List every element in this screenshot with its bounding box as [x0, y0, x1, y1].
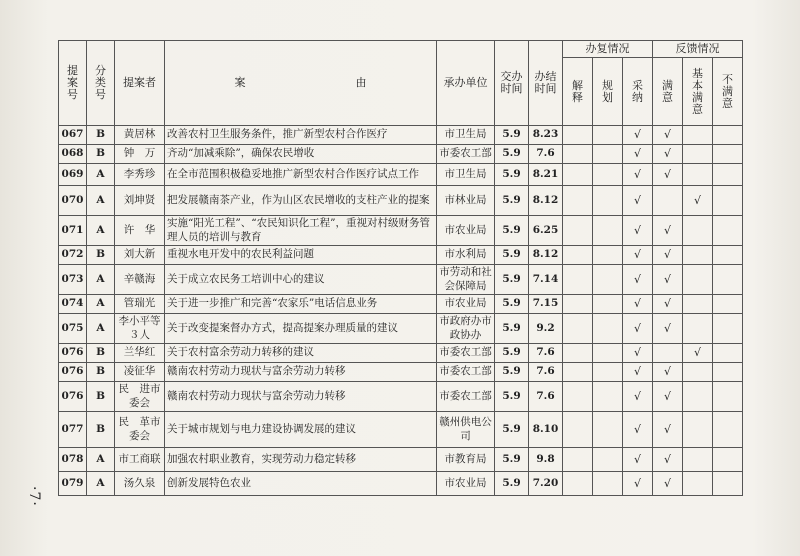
row-proposer: 黄居林 — [115, 126, 165, 145]
row-proposer: 刘大新 — [115, 246, 165, 265]
row-check-2: √ — [623, 363, 653, 382]
row-id: 073 — [59, 265, 87, 295]
row-category: B — [87, 344, 115, 363]
row-check-5 — [713, 265, 743, 295]
row-check-3: √ — [653, 448, 683, 472]
header-fb-unsatisfied: 不满意 — [713, 58, 743, 126]
row-check-1 — [593, 186, 623, 216]
row-handed: 5.9 — [495, 246, 529, 265]
row-category: B — [87, 363, 115, 382]
table-row — [59, 216, 743, 246]
row-check-2: √ — [623, 412, 653, 448]
row-unit: 市农业局 — [437, 295, 495, 314]
header-reply-explain: 解释 — [563, 58, 593, 126]
row-handed: 5.9 — [495, 363, 529, 382]
row-check-4 — [683, 412, 713, 448]
row-unit: 市卫生局 — [437, 164, 495, 186]
row-done: 7.6 — [529, 344, 563, 363]
row-id: 076 — [59, 344, 87, 363]
row-case: 赣南农村劳动力现状与富余劳动力转移 — [165, 382, 437, 412]
row-check-4 — [683, 265, 713, 295]
row-case: 关于改变提案督办方式，提高提案办理质量的建议 — [165, 314, 437, 344]
row-handed: 5.9 — [495, 382, 529, 412]
row-category: B — [87, 412, 115, 448]
row-case: 赣南农村劳动力现状与富余劳动力转移 — [165, 363, 437, 382]
row-proposer: 李秀珍 — [115, 164, 165, 186]
row-category: A — [87, 472, 115, 496]
table-row — [59, 472, 743, 496]
row-check-0 — [563, 216, 593, 246]
table-row — [59, 448, 743, 472]
table-row — [59, 186, 743, 216]
row-check-2: √ — [623, 382, 653, 412]
row-proposer: 兰华红 — [115, 344, 165, 363]
row-check-5 — [713, 314, 743, 344]
table-row — [59, 344, 743, 363]
row-category: B — [87, 246, 115, 265]
row-check-5 — [713, 186, 743, 216]
row-check-3: √ — [653, 126, 683, 145]
row-id: 071 — [59, 216, 87, 246]
header-reply-adopt: 采纳 — [623, 58, 653, 126]
table-row — [59, 382, 743, 412]
row-unit: 市农业局 — [437, 216, 495, 246]
row-category: A — [87, 216, 115, 246]
row-check-0 — [563, 164, 593, 186]
row-check-0 — [563, 126, 593, 145]
row-unit: 市委农工部 — [437, 363, 495, 382]
row-check-3: √ — [653, 295, 683, 314]
row-check-5 — [713, 145, 743, 164]
table-row — [59, 145, 743, 164]
row-category: A — [87, 448, 115, 472]
row-check-1 — [593, 246, 623, 265]
row-unit: 市委农工部 — [437, 145, 495, 164]
row-check-0 — [563, 246, 593, 265]
row-check-5 — [713, 344, 743, 363]
row-check-3: √ — [653, 246, 683, 265]
row-unit: 市劳动和社会保障局 — [437, 265, 495, 295]
row-check-4 — [683, 314, 713, 344]
row-proposer: 民 革市委会 — [115, 412, 165, 448]
row-check-3: √ — [653, 265, 683, 295]
row-id: 068 — [59, 145, 87, 164]
row-id: 076 — [59, 363, 87, 382]
row-done: 6.25 — [529, 216, 563, 246]
row-done: 8.21 — [529, 164, 563, 186]
row-check-1 — [593, 265, 623, 295]
row-proposer: 市工商联 — [115, 448, 165, 472]
header-unit: 承办单位 — [437, 41, 495, 126]
header-handed: 交办时间 — [495, 41, 529, 126]
table-row — [59, 363, 743, 382]
row-check-0 — [563, 363, 593, 382]
row-check-2: √ — [623, 472, 653, 496]
row-check-1 — [593, 126, 623, 145]
row-check-5 — [713, 363, 743, 382]
row-category: A — [87, 265, 115, 295]
row-check-4 — [683, 382, 713, 412]
row-proposer: 管瑞光 — [115, 295, 165, 314]
row-check-0 — [563, 412, 593, 448]
row-done: 7.6 — [529, 363, 563, 382]
row-check-2: √ — [623, 145, 653, 164]
table-row — [59, 164, 743, 186]
row-proposer: 民 进市委会 — [115, 382, 165, 412]
header-done: 办结时间 — [529, 41, 563, 126]
row-done: 8.23 — [529, 126, 563, 145]
row-handed: 5.9 — [495, 145, 529, 164]
row-check-3 — [653, 186, 683, 216]
header-fb-satisfied: 满意 — [653, 58, 683, 126]
row-check-4 — [683, 363, 713, 382]
row-case: 关于成立农民务工培训中心的建议 — [165, 265, 437, 295]
row-proposer: 许 华 — [115, 216, 165, 246]
row-check-3: √ — [653, 382, 683, 412]
row-check-1 — [593, 448, 623, 472]
row-unit: 市林业局 — [437, 186, 495, 216]
row-handed: 5.9 — [495, 472, 529, 496]
row-unit: 赣州供电公司 — [437, 412, 495, 448]
row-check-5 — [713, 412, 743, 448]
row-handed: 5.9 — [495, 295, 529, 314]
row-category: B — [87, 145, 115, 164]
row-check-2: √ — [623, 448, 653, 472]
row-unit: 市教育局 — [437, 448, 495, 472]
row-case: 改善农村卫生服务条件，推广新型农村合作医疗 — [165, 126, 437, 145]
row-case: 关于农村富余劳动力转移的建议 — [165, 344, 437, 363]
row-check-5 — [713, 295, 743, 314]
row-category: A — [87, 314, 115, 344]
table-row — [59, 314, 743, 344]
row-check-0 — [563, 314, 593, 344]
row-case: 齐动“加减乘除”，确保农民增收 — [165, 145, 437, 164]
header-id: 提案号 — [59, 41, 87, 126]
row-check-2: √ — [623, 314, 653, 344]
table-row — [59, 412, 743, 448]
row-check-0 — [563, 472, 593, 496]
header-reply-plan: 规划 — [593, 58, 623, 126]
row-done: 8.10 — [529, 412, 563, 448]
row-check-4 — [683, 145, 713, 164]
row-id: 079 — [59, 472, 87, 496]
row-check-0 — [563, 186, 593, 216]
row-handed: 5.9 — [495, 186, 529, 216]
row-check-2: √ — [623, 164, 653, 186]
row-done: 7.6 — [529, 382, 563, 412]
row-check-2: √ — [623, 265, 653, 295]
row-check-1 — [593, 314, 623, 344]
row-id: 067 — [59, 126, 87, 145]
row-check-4 — [683, 448, 713, 472]
row-check-2: √ — [623, 216, 653, 246]
row-check-3: √ — [653, 216, 683, 246]
row-case: 重视水电开发中的农民利益问题 — [165, 246, 437, 265]
row-check-4 — [683, 295, 713, 314]
row-done: 7.15 — [529, 295, 563, 314]
row-handed: 5.9 — [495, 164, 529, 186]
row-check-4 — [683, 164, 713, 186]
row-id: 075 — [59, 314, 87, 344]
row-id: 069 — [59, 164, 87, 186]
row-id: 078 — [59, 448, 87, 472]
row-check-2: √ — [623, 126, 653, 145]
row-check-1 — [593, 145, 623, 164]
row-check-0 — [563, 295, 593, 314]
row-check-2: √ — [623, 295, 653, 314]
row-check-0 — [563, 448, 593, 472]
row-unit: 市水利局 — [437, 246, 495, 265]
row-unit: 市委农工部 — [437, 382, 495, 412]
table-row — [59, 126, 743, 145]
row-check-5 — [713, 448, 743, 472]
header-case: 案 由 — [165, 41, 437, 126]
row-check-4 — [683, 216, 713, 246]
row-proposer: 钟 万 — [115, 145, 165, 164]
row-check-3 — [653, 344, 683, 363]
row-handed: 5.9 — [495, 216, 529, 246]
row-check-1 — [593, 363, 623, 382]
header-feedback-group: 反馈情况 — [653, 41, 743, 58]
row-handed: 5.9 — [495, 265, 529, 295]
row-check-3: √ — [653, 363, 683, 382]
row-check-2: √ — [623, 186, 653, 216]
row-check-0 — [563, 145, 593, 164]
row-handed: 5.9 — [495, 344, 529, 363]
row-check-0 — [563, 382, 593, 412]
row-unit: 市卫生局 — [437, 126, 495, 145]
row-check-3: √ — [653, 472, 683, 496]
row-case: 关于城市规划与电力建设协调发展的建议 — [165, 412, 437, 448]
row-check-0 — [563, 265, 593, 295]
row-check-1 — [593, 382, 623, 412]
row-proposer: 辛赣海 — [115, 265, 165, 295]
row-category: A — [87, 186, 115, 216]
row-check-4 — [683, 126, 713, 145]
row-id: 072 — [59, 246, 87, 265]
row-check-4: √ — [683, 186, 713, 216]
row-category: B — [87, 382, 115, 412]
row-handed: 5.9 — [495, 314, 529, 344]
row-case: 加强农村职业教育，实现劳动力稳定转移 — [165, 448, 437, 472]
row-check-0 — [563, 344, 593, 363]
row-check-2: √ — [623, 344, 653, 363]
row-check-4: √ — [683, 344, 713, 363]
row-handed: 5.9 — [495, 126, 529, 145]
row-proposer: 刘坤贤 — [115, 186, 165, 216]
row-check-5 — [713, 472, 743, 496]
row-check-5 — [713, 216, 743, 246]
row-case: 创新发展特色农业 — [165, 472, 437, 496]
header-proposer: 提案者 — [115, 41, 165, 126]
row-done: 7.14 — [529, 265, 563, 295]
proposal-table — [58, 40, 743, 496]
table-row — [59, 265, 743, 295]
row-check-3: √ — [653, 412, 683, 448]
row-done: 7.20 — [529, 472, 563, 496]
row-done: 9.2 — [529, 314, 563, 344]
row-case: 关于进一步推广和完善“农家乐”电话信息业务 — [165, 295, 437, 314]
row-check-4 — [683, 246, 713, 265]
row-check-1 — [593, 216, 623, 246]
row-check-1 — [593, 412, 623, 448]
row-check-3: √ — [653, 314, 683, 344]
page-number: ·7· — [26, 486, 42, 507]
row-check-2: √ — [623, 246, 653, 265]
row-check-5 — [713, 246, 743, 265]
row-proposer: 凌征华 — [115, 363, 165, 382]
row-unit: 市农业局 — [437, 472, 495, 496]
row-proposer: 李小平等３人 — [115, 314, 165, 344]
row-unit: 市委农工部 — [437, 344, 495, 363]
row-check-3: √ — [653, 145, 683, 164]
row-check-1 — [593, 295, 623, 314]
row-done: 7.6 — [529, 145, 563, 164]
row-check-5 — [713, 382, 743, 412]
row-check-5 — [713, 164, 743, 186]
header-fb-basic: 基本满意 — [683, 58, 713, 126]
row-done: 9.8 — [529, 448, 563, 472]
row-check-3: √ — [653, 164, 683, 186]
row-check-1 — [593, 472, 623, 496]
row-case: 实施“阳光工程”、“农民知识化工程”，重视对村级财务管理人员的培训与教育 — [165, 216, 437, 246]
row-id: 076 — [59, 382, 87, 412]
row-case: 在全市范围积极稳妥地推广新型农村合作医疗试点工作 — [165, 164, 437, 186]
row-unit: 市政府办市政协办 — [437, 314, 495, 344]
row-done: 8.12 — [529, 246, 563, 265]
row-check-4 — [683, 472, 713, 496]
header-reply-group: 办复情况 — [563, 41, 653, 58]
row-check-1 — [593, 164, 623, 186]
row-id: 074 — [59, 295, 87, 314]
row-category: A — [87, 164, 115, 186]
row-category: B — [87, 126, 115, 145]
row-handed: 5.9 — [495, 448, 529, 472]
row-proposer: 汤久泉 — [115, 472, 165, 496]
row-case: 把发展赣南茶产业，作为山区农民增收的支柱产业的提案 — [165, 186, 437, 216]
row-category: A — [87, 295, 115, 314]
row-handed: 5.9 — [495, 412, 529, 448]
table-row — [59, 246, 743, 265]
table-row — [59, 295, 743, 314]
row-id: 070 — [59, 186, 87, 216]
row-id: 077 — [59, 412, 87, 448]
header-category: 分类号 — [87, 41, 115, 126]
row-done: 8.12 — [529, 186, 563, 216]
row-check-5 — [713, 126, 743, 145]
row-check-1 — [593, 344, 623, 363]
